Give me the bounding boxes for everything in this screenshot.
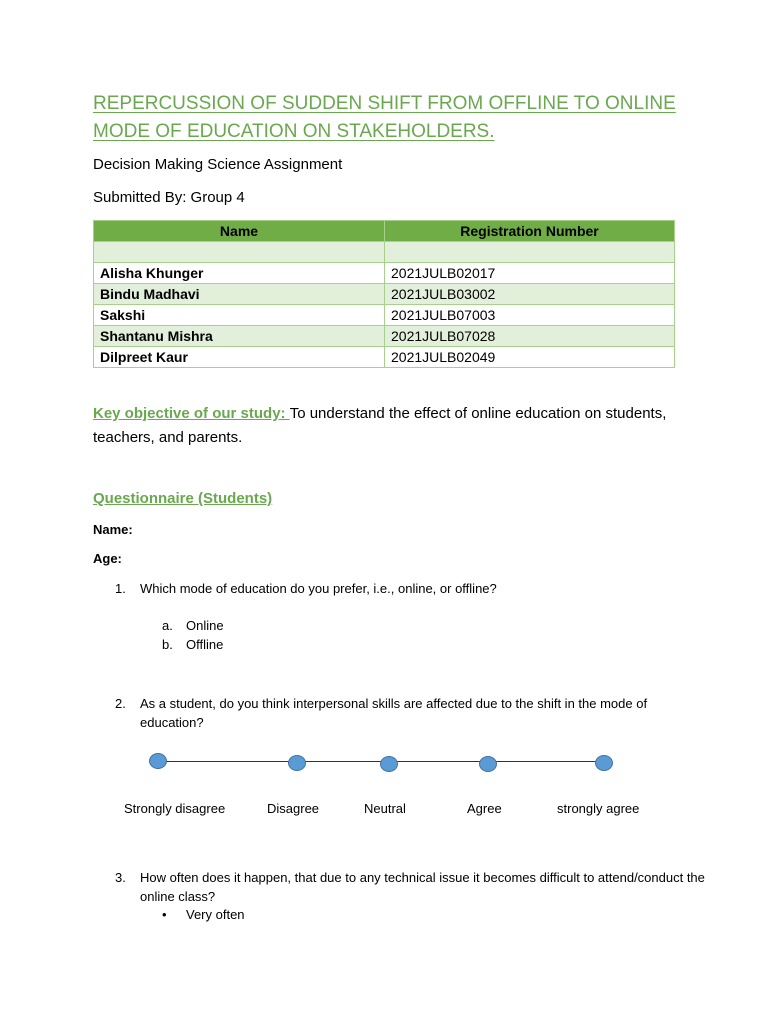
header-registration-number: Registration Number xyxy=(385,221,675,242)
option-online xyxy=(162,618,224,633)
bullet-marker: • xyxy=(162,907,167,922)
member-name: Alisha Khunger xyxy=(94,263,385,284)
scale-point-strongly-disagree[interactable] xyxy=(149,753,167,769)
option-marker: a. xyxy=(162,618,173,633)
member-reg: 2021JULB02049 xyxy=(385,347,675,368)
scale-point-strongly-agree[interactable] xyxy=(595,755,613,771)
member-name: Dilpreet Kaur xyxy=(94,347,385,368)
scale-point-neutral[interactable] xyxy=(380,756,398,772)
questionnaire-heading: Questionnaire (Students) xyxy=(93,490,273,507)
scale-point-disagree[interactable] xyxy=(288,755,306,771)
assignment-subtitle: Decision Making Science Assignment xyxy=(93,156,343,173)
age-field-label: Age: xyxy=(93,551,122,566)
option-very-often xyxy=(162,907,245,922)
option-label: Offline xyxy=(186,637,224,652)
document-title: REPERCUSSION OF SUDDEN SHIFT FROM OFFLINE TO ONLINE MODE OF EDUCATION ON STAKEHOLDERS. xyxy=(93,93,676,142)
option-offline xyxy=(162,637,223,652)
table-row xyxy=(94,305,675,326)
question-text: As a student, do you think interpersonal skills are affected due to the shift in the mode of education? xyxy=(140,696,648,730)
objective-text: To understand the effect of online education on students, teachers, and parents. xyxy=(93,405,667,446)
table-row xyxy=(94,326,675,347)
scale-point-agree[interactable] xyxy=(479,756,497,772)
table-blank-row xyxy=(94,242,675,263)
key-objective xyxy=(93,402,693,450)
objective-label: Key objective of our study: xyxy=(93,405,290,422)
member-reg: 2021JULB07003 xyxy=(385,305,675,326)
table-row xyxy=(94,263,675,284)
name-field-label: Name: xyxy=(93,522,133,537)
member-reg: 2021JULB07028 xyxy=(385,326,675,347)
members-table xyxy=(93,220,675,368)
member-reg: 2021JULB03002 xyxy=(385,284,675,305)
scale-label-agree: Agree xyxy=(467,801,502,816)
option-marker: b. xyxy=(162,637,173,652)
member-name: Bindu Madhavi xyxy=(94,284,385,305)
member-reg: 2021JULB02017 xyxy=(385,263,675,284)
option-label: Very often xyxy=(186,907,245,922)
question-text: Which mode of education do you prefer, i.e., online, or offline? xyxy=(140,581,497,596)
question-number: 2. xyxy=(115,696,126,711)
header-name: Name xyxy=(94,221,385,242)
submitted-by: Submitted By: Group 4 xyxy=(93,189,245,206)
question-text: How often does it happen, that due to any technical issue it becomes difficult to attend/conduct the online class? xyxy=(140,870,705,904)
member-name: Sakshi xyxy=(94,305,385,326)
table-row xyxy=(94,347,675,368)
scale-label-disagree: Disagree xyxy=(267,801,320,816)
member-name: Shantanu Mishra xyxy=(94,326,385,347)
option-label: Online xyxy=(186,618,224,633)
table-row xyxy=(94,284,675,305)
scale-label-neutral: Neutral xyxy=(364,801,406,816)
scale-label-strongly-disagree: Strongly disagree xyxy=(124,801,226,816)
question-number: 3. xyxy=(115,870,126,885)
question-number: 1. xyxy=(115,581,126,596)
table-header-row xyxy=(94,221,675,242)
scale-label-strongly-agree: strongly agree xyxy=(557,801,640,816)
